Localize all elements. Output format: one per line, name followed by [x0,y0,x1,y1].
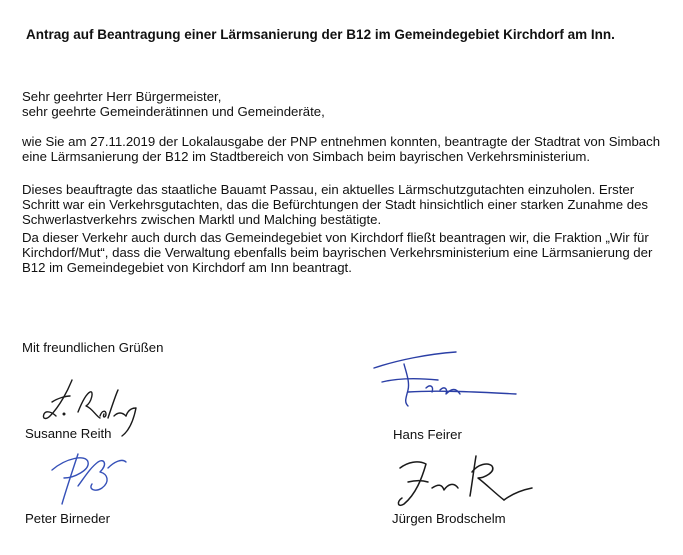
signatory-name-1: Susanne Reith [25,426,112,441]
salutation-line-1: Sehr geehrter Herr Bürgermeister, [22,89,222,104]
salutation-line-2: sehr geehrte Gemeinderätinnen und Gemeinderäte, [22,104,325,119]
signature-hans-feirer [368,350,528,410]
letter-title: Antrag auf Beantragung einer Lärmsanierung der B12 im Gemeindegebiet Kirchdorf am Inn. [26,27,615,42]
signature-juergen-brodschelm [392,454,542,510]
paragraph-3: Da dieser Verkehr auch durch das Gemeindegebiet von Kirchdorf fließt beantragen wir, die Fraktion „Wir für Kirchdorf/Mut“, dass die Verwaltung ebenfalls beim bayrischen Verkehrsministerium eine Lärmsanierung der B12 im Gemeindegebiet von Kirchdorf am Inn beantragt. [22,230,653,275]
paragraph-2: Dieses beauftragte das staatliche Bauamt Passau, ein aktuelles Lärmschutzgutachten einzuholen. Erster Schritt war ein Verkehrsgutachten, das die Befürchtungen der Stadt hinsichtlich einer starken Zunahme des Schwerlastverkehrs zwischen Marktl und Malching bestätigte. [22,182,649,227]
signatory-name-2: Hans Feirer [393,427,462,442]
signatory-name-4: Jürgen Brodschelm [392,511,506,526]
paragraph-1: wie Sie am 27.11.2019 der Lokalausgabe der PNP entnehmen konnten, beantragte der Stadtrat von Simbach eine Lärmsanierung der B12 im Stadtbereich von Simbach beim bayrischen Verkehrsministerium. [22,134,661,164]
signature-peter-birneder [38,448,148,508]
closing-greeting: Mit freundlichen Grüßen [22,340,164,355]
signatory-name-3: Peter Birneder [25,511,111,526]
